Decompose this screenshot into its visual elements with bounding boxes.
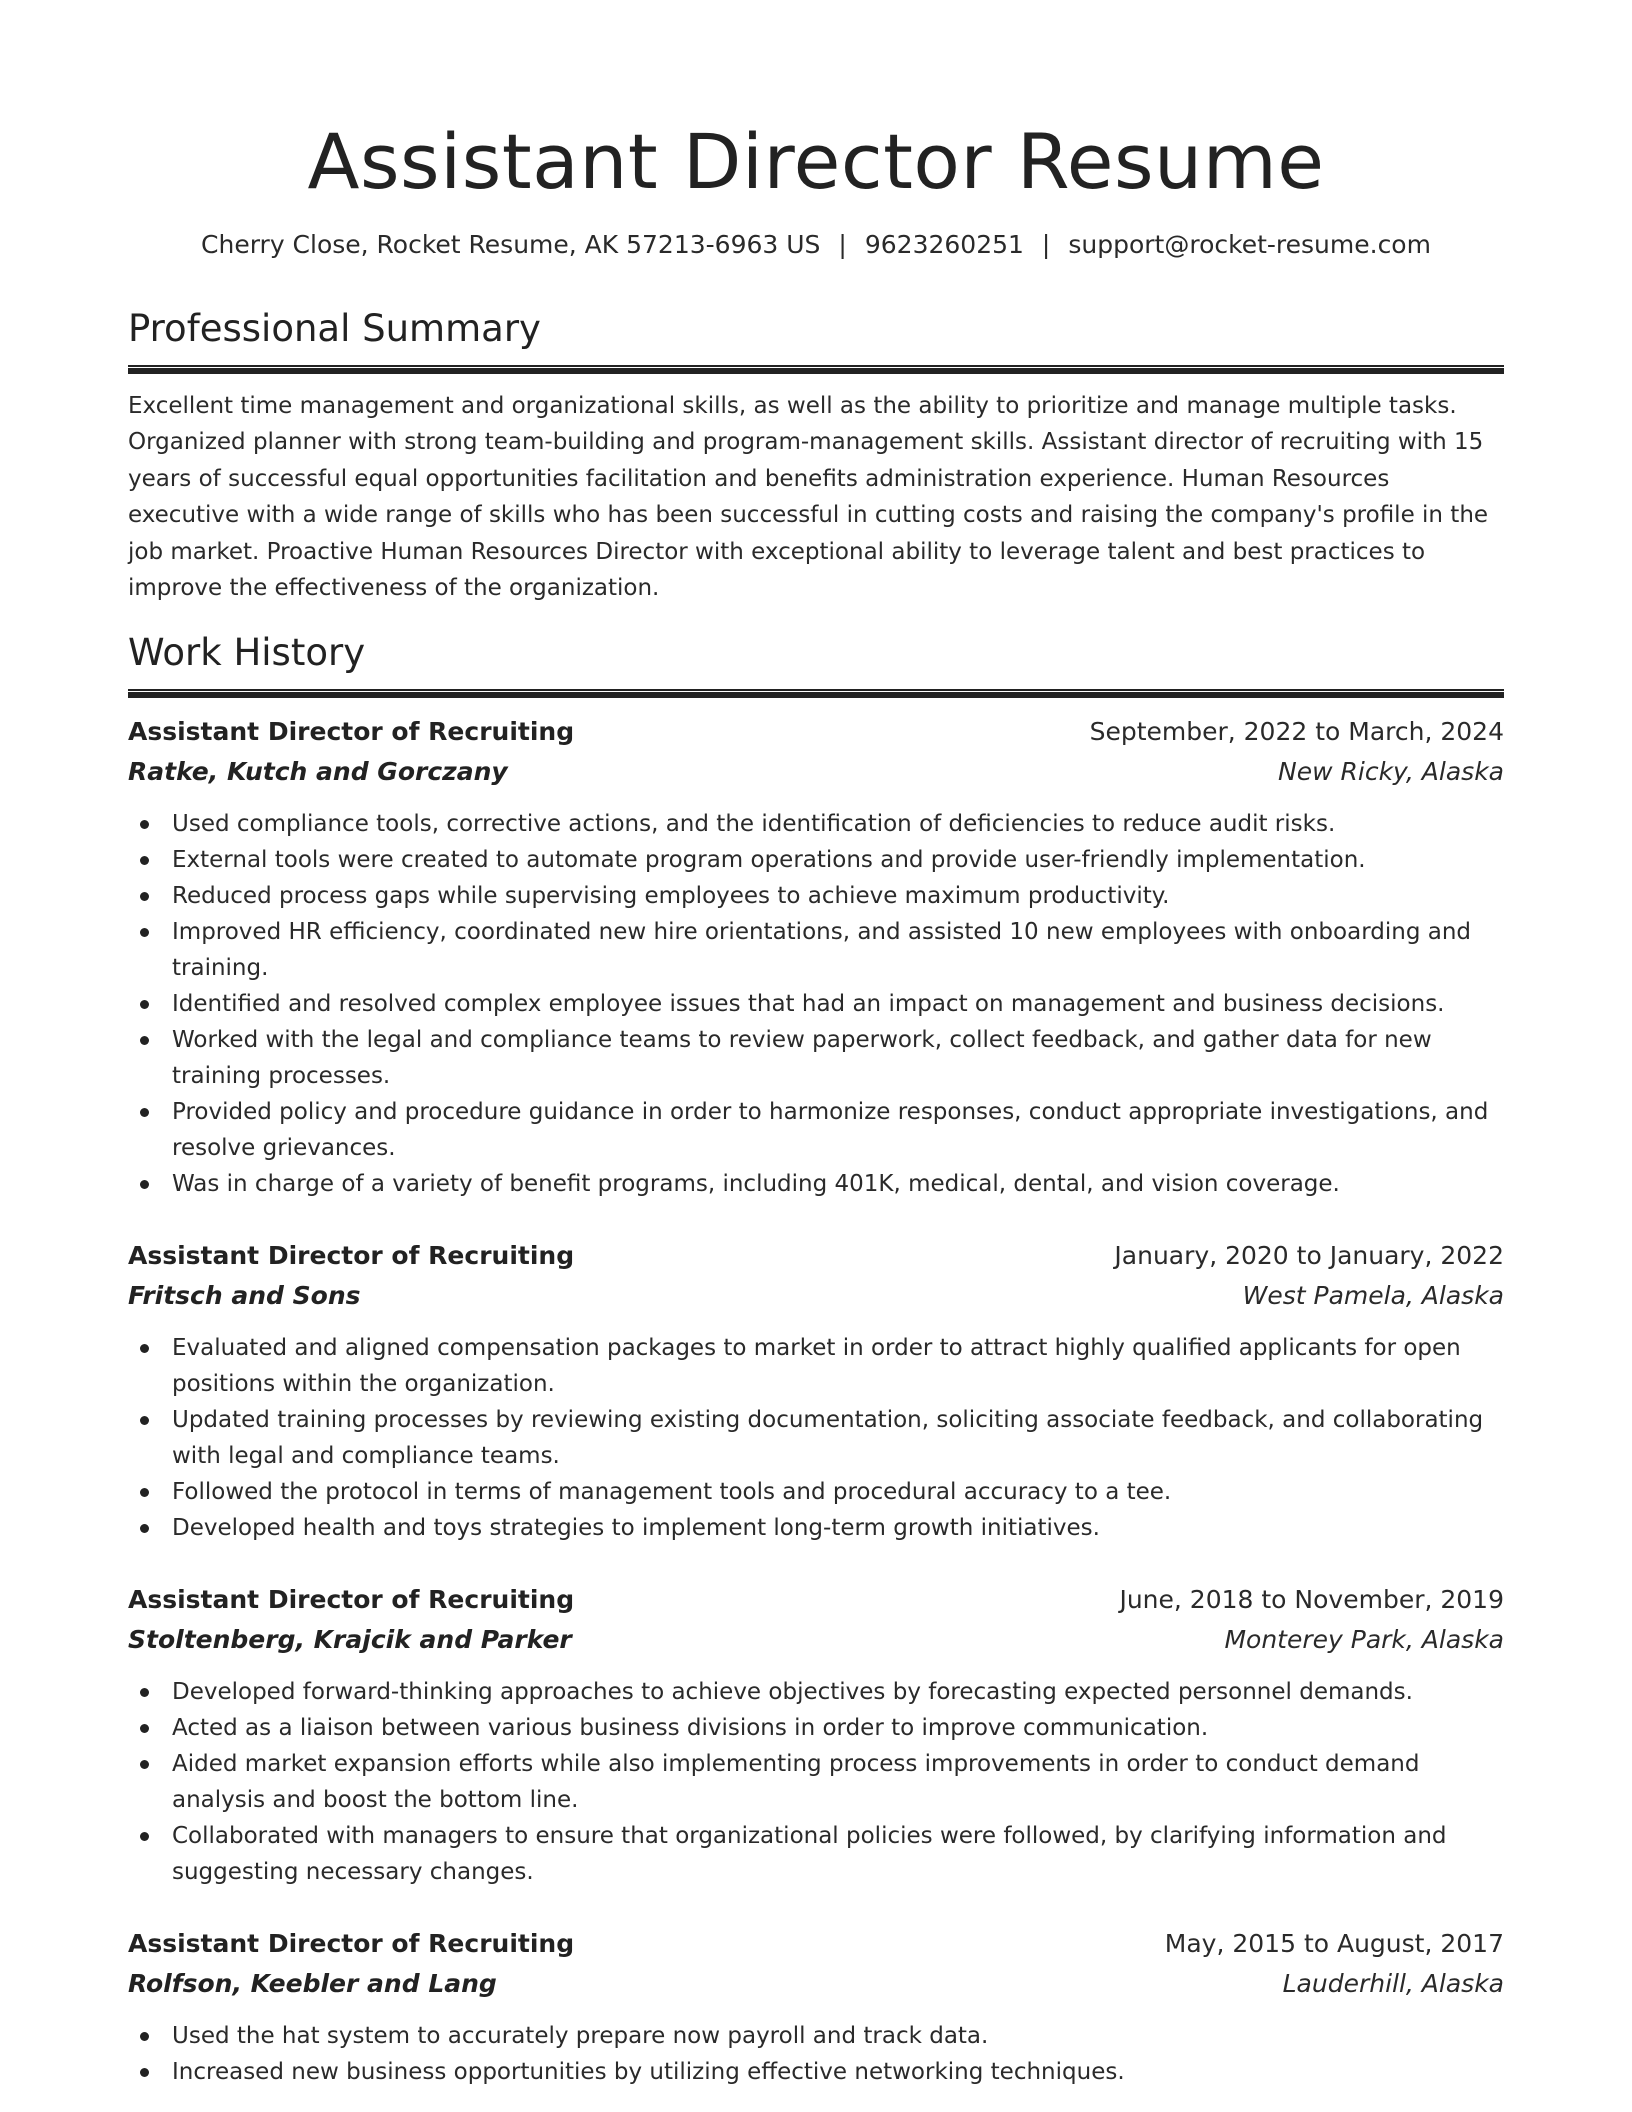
bullet-icon	[140, 1724, 149, 1733]
bullet-text: Used the hat system to accurately prepare now payroll and track data.	[172, 2023, 989, 2050]
list-item	[128, 1710, 1504, 1746]
list-item	[128, 2054, 1504, 2090]
list-item	[128, 1818, 1504, 1890]
list-item	[128, 1474, 1504, 1510]
contact-email: support@rocket-resume.com	[1068, 229, 1431, 259]
job-header-row	[128, 712, 1504, 752]
job-bullet-list	[128, 1330, 1504, 1546]
bullet-text: Provided policy and procedure guidance in order to harmonize responses, conduct appropriate investigations, and resolve grievances.	[172, 1099, 1489, 1162]
job-location: Monterey Park, Alaska	[1224, 1625, 1504, 1655]
bullet-text: Followed the protocol in terms of management tools and procedural accuracy to a tee.	[172, 1479, 1172, 1506]
work-history-list	[128, 712, 1504, 2090]
contact-line	[128, 230, 1504, 259]
list-item	[128, 1166, 1504, 1202]
summary-text: Excellent time management and organizational skills, as well as the ability to prioritize and manage multiple tasks. Organized planner with strong team-building and program-management skills. Assistant director of recruiting with 15 years of successful equal opportunities facilitation and benefits administration experience. Human Resources executive with a wide range of skills who has been successful in cutting costs and raising the company's profile in the job market. Proactive Human Resources Director with exceptional ability to leverage talent and best practices to improve the effectiveness of the organization.	[128, 392, 1489, 602]
bullet-icon	[140, 1344, 149, 1353]
list-item	[128, 842, 1504, 878]
job-entry	[128, 1236, 1504, 1546]
bullet-text: Reduced process gaps while supervising employees to achieve maximum productivity.	[172, 883, 1170, 910]
job-bullet-list	[128, 806, 1504, 1202]
bullet-text: Improved HR efficiency, coordinated new hire orientations, and assisted 10 new employees with onboarding and training.	[172, 919, 1471, 982]
list-item	[128, 1330, 1504, 1402]
section-heading-summary: Professional Summary	[128, 306, 541, 350]
bullet-text: Acted as a liaison between various business divisions in order to improve communication.	[172, 1715, 1209, 1742]
job-company-row	[128, 1276, 1504, 1316]
bullet-text: Worked with the legal and compliance teams to review paperwork, collect feedback, and gather data for new training processes.	[172, 1027, 1432, 1090]
bullet-text: Developed forward-thinking approaches to achieve objectives by forecasting expected personnel demands.	[172, 1679, 1413, 1706]
job-title: Assistant Director of Recruiting	[128, 717, 575, 747]
job-company: Rolfson, Keebler and Lang	[128, 1969, 497, 1999]
job-company-row	[128, 752, 1504, 792]
bullet-text: Collaborated with managers to ensure that organizational policies were followed, by clarifying information and suggesting necessary changes.	[172, 1823, 1447, 1886]
bullet-icon	[140, 1760, 149, 1769]
list-item	[128, 878, 1504, 914]
bullet-icon	[140, 2032, 149, 2041]
job-dates: June, 2018 to November, 2019	[1119, 1585, 1504, 1615]
bullet-icon	[140, 1688, 149, 1697]
bullet-icon	[140, 856, 149, 865]
job-location: West Pamela, Alaska	[1242, 1281, 1504, 1311]
list-item	[128, 914, 1504, 986]
list-item	[128, 806, 1504, 842]
bullet-icon	[140, 820, 149, 829]
resume-title: Assistant Director Resume	[307, 117, 1325, 206]
bullet-text: Was in charge of a variety of benefit programs, including 401K, medical, dental, and vision coverage.	[172, 1171, 1340, 1198]
list-item	[128, 1022, 1504, 1094]
list-item	[128, 1510, 1504, 1546]
list-item	[128, 986, 1504, 1022]
job-dates: January, 2020 to January, 2022	[1114, 1241, 1504, 1271]
job-company: Stoltenberg, Krajcik and Parker	[128, 1625, 572, 1655]
job-entry	[128, 1924, 1504, 2090]
job-title: Assistant Director of Recruiting	[128, 1585, 575, 1615]
bullet-icon	[140, 1832, 149, 1841]
job-header-row	[128, 1580, 1504, 1620]
bullet-icon	[140, 1108, 149, 1117]
bullet-text: External tools were created to automate program operations and provide user-friendly implementation.	[172, 847, 1366, 874]
job-bullet-list	[128, 2018, 1504, 2090]
job-header-row	[128, 1924, 1504, 1964]
bullet-icon	[140, 1000, 149, 1009]
section-heading-work-history: Work History	[128, 630, 366, 674]
bullet-text: Increased new business opportunities by utilizing effective networking techniques.	[172, 2059, 1125, 2086]
bullet-text: Updated training processes by reviewing existing documentation, soliciting associate feedback, and collaborating with legal and compliance teams.	[172, 1407, 1484, 1470]
job-company: Ratke, Kutch and Gorczany	[128, 757, 508, 787]
job-title: Assistant Director of Recruiting	[128, 1929, 575, 1959]
job-header-row	[128, 1236, 1504, 1276]
bullet-icon	[140, 892, 149, 901]
bullet-text: Used compliance tools, corrective actions, and the identification of deficiencies to reduce audit risks.	[172, 811, 1336, 838]
list-item	[128, 1674, 1504, 1710]
job-entry	[128, 712, 1504, 1202]
bullet-icon	[140, 928, 149, 937]
job-title: Assistant Director of Recruiting	[128, 1241, 575, 1271]
bullet-text: Aided market expansion efforts while also implementing process improvements in order to conduct demand analysis and boost the bottom line.	[172, 1751, 1420, 1814]
bullet-icon	[140, 1036, 149, 1045]
bullet-text: Developed health and toys strategies to implement long-term growth initiatives.	[172, 1515, 1100, 1542]
bullet-icon	[140, 2068, 149, 2077]
contact-separator: |	[1041, 229, 1051, 259]
contact-separator: |	[838, 229, 847, 259]
job-company-row	[128, 1620, 1504, 1660]
bullet-icon	[140, 1416, 149, 1425]
contact-address: Cherry Close, Rocket Resume, AK 57213-6963 US	[201, 229, 821, 259]
bullet-icon	[140, 1180, 149, 1189]
list-item	[128, 1402, 1504, 1474]
job-location: New Ricky, Alaska	[1278, 757, 1504, 787]
job-company: Fritsch and Sons	[128, 1281, 361, 1311]
contact-phone: 9623260251	[864, 229, 1024, 259]
job-bullet-list	[128, 1674, 1504, 1890]
bullet-text: Evaluated and aligned compensation packages to market in order to attract highly qualified applicants for open positions within the organization.	[172, 1335, 1461, 1398]
list-item	[128, 2018, 1504, 2054]
section-divider	[128, 365, 1504, 374]
bullet-icon	[140, 1524, 149, 1533]
list-item	[128, 1094, 1504, 1166]
job-location: Lauderhill, Alaska	[1282, 1969, 1504, 1999]
list-item	[128, 1746, 1504, 1818]
job-entry	[128, 1580, 1504, 1890]
bullet-icon	[140, 1488, 149, 1497]
section-divider	[128, 689, 1504, 698]
job-dates: September, 2022 to March, 2024	[1089, 717, 1504, 747]
bullet-text: Identified and resolved complex employee issues that had an impact on management and business decisions.	[172, 991, 1445, 1018]
job-dates: May, 2015 to August, 2017	[1164, 1929, 1504, 1959]
job-company-row	[128, 1964, 1504, 2004]
